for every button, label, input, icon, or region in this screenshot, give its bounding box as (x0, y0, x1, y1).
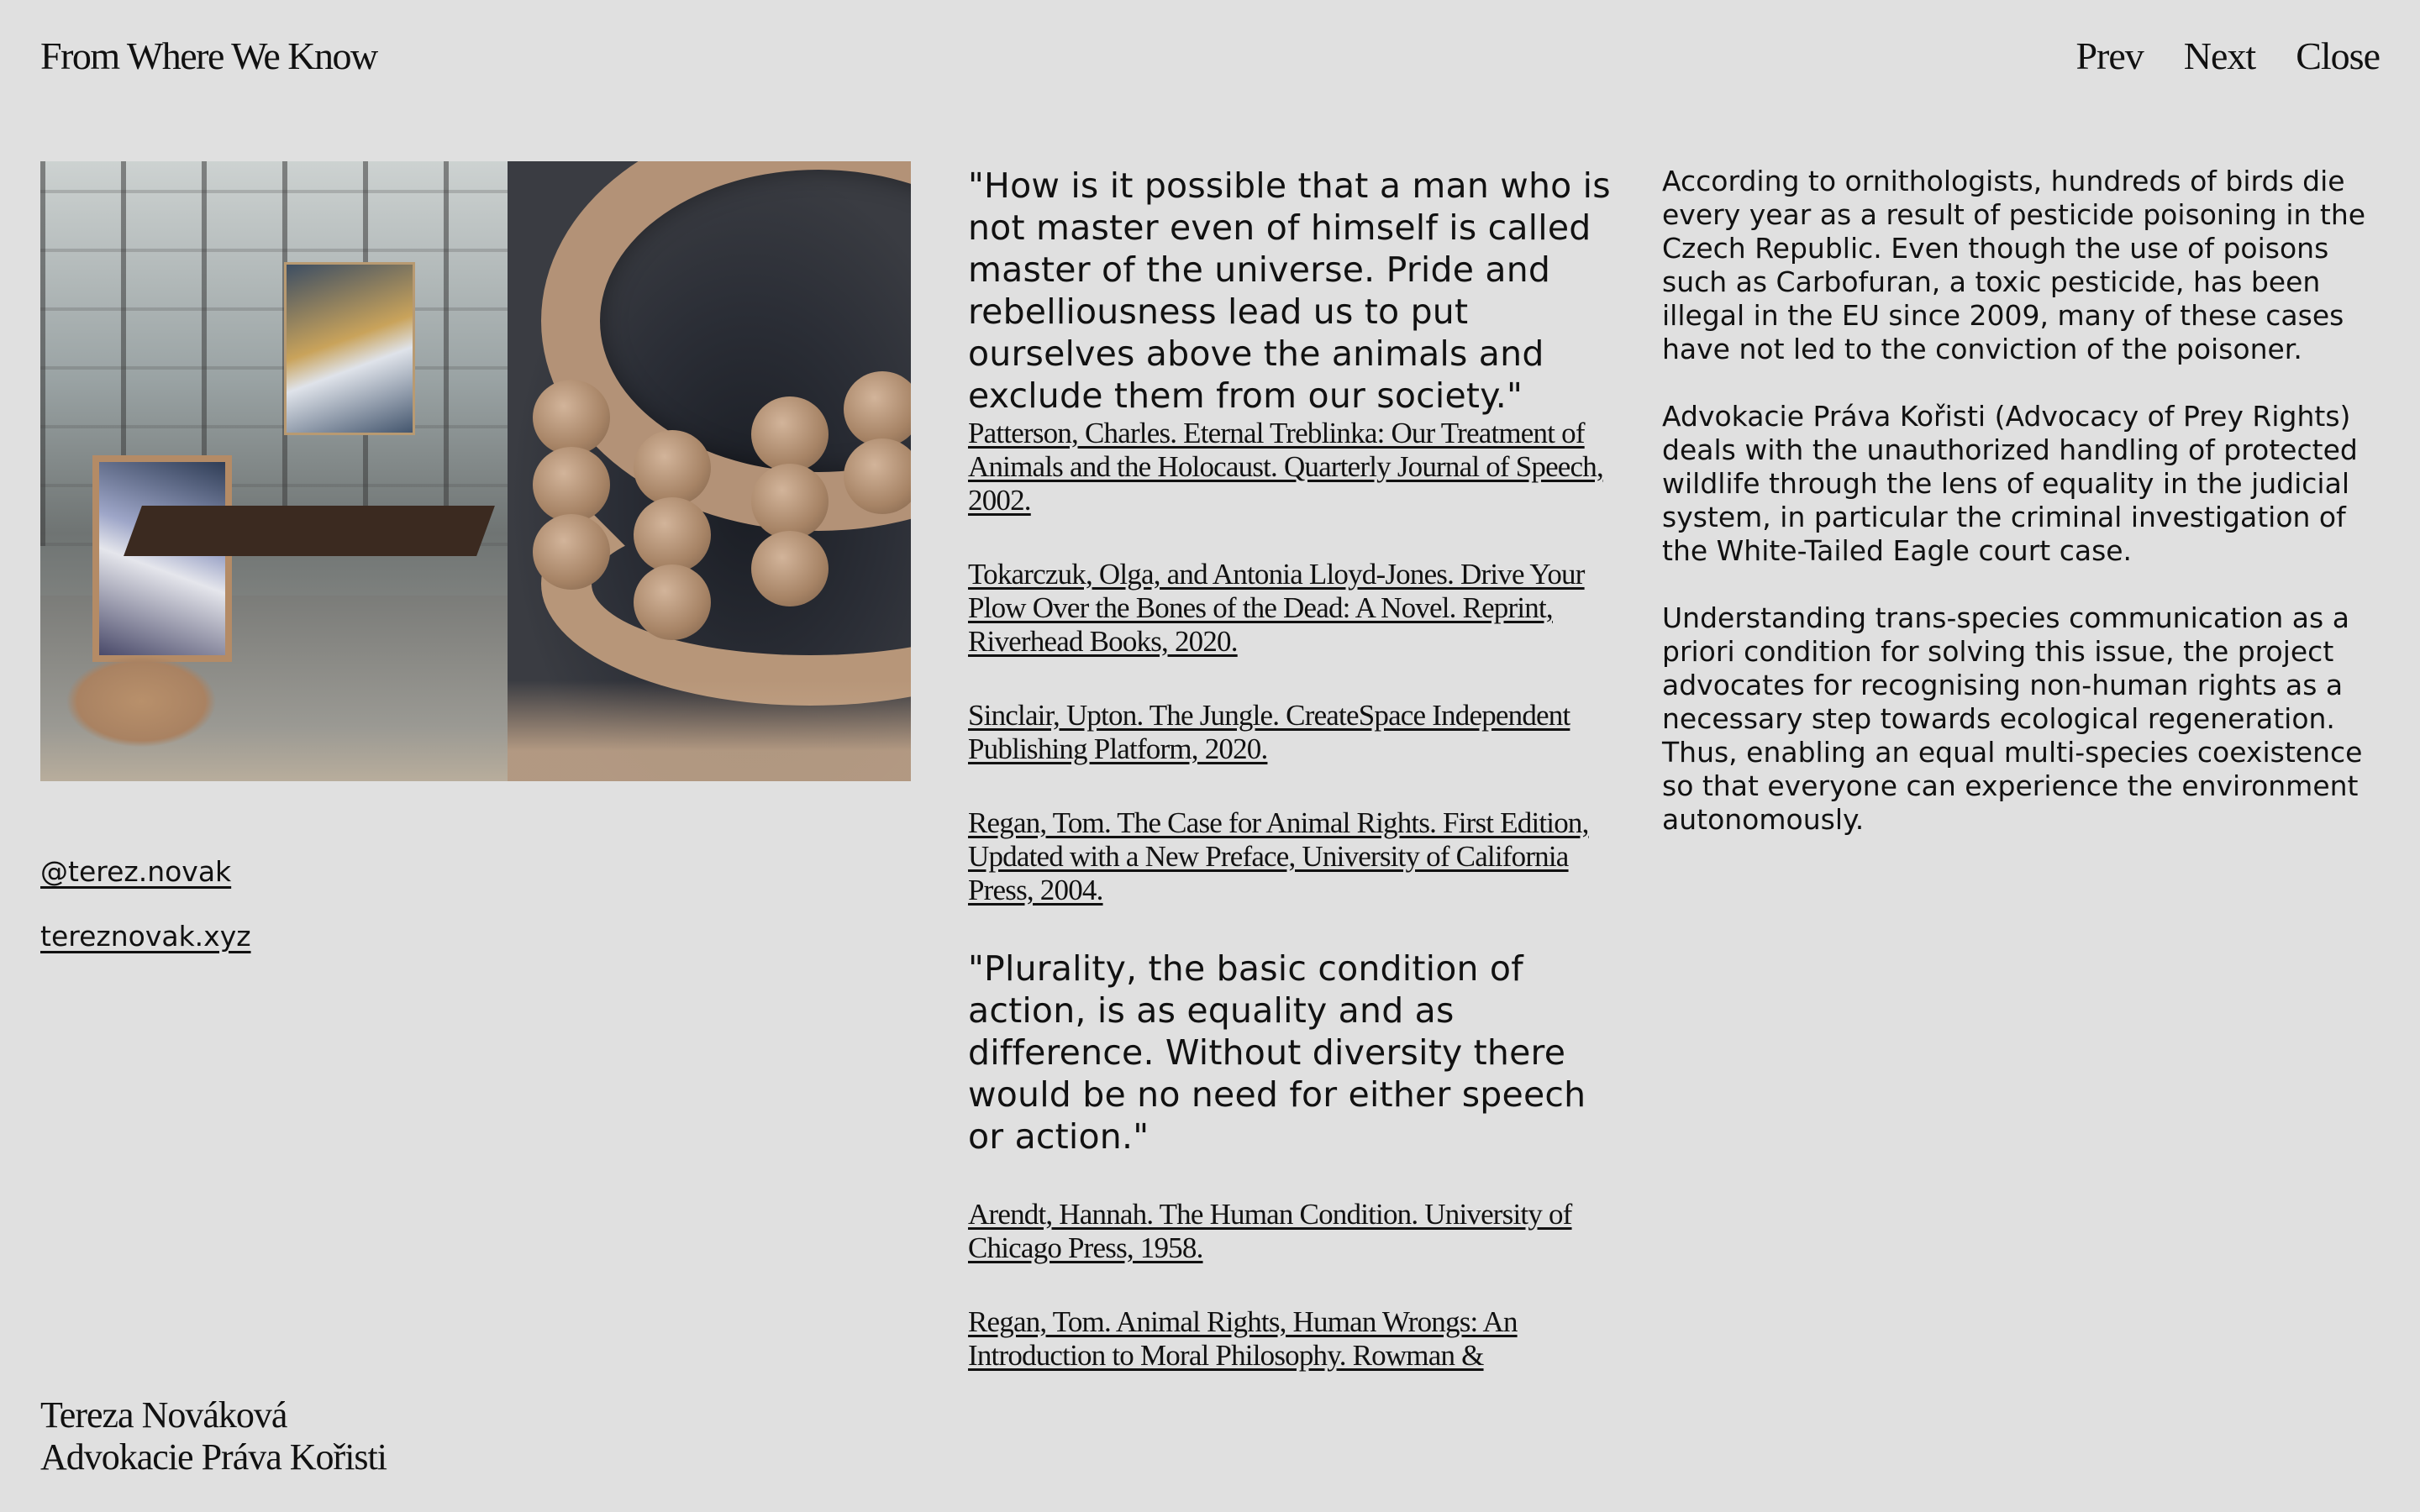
list-item (968, 1305, 1615, 1373)
project-name: Advokacie Práva Kořisti (40, 1436, 387, 1478)
references-2 (968, 1198, 1615, 1373)
next-link[interactable]: Next (2183, 34, 2256, 77)
quotes-column (968, 165, 1615, 1413)
description-paragraph: Advokacie Práva Kořisti (Advocacy of Prey Rights) deals with the unauthorized handling of protected wildlife through the lens of equality in the judicial system, in particular the criminal investigation of the White-Tailed Eagle court case. (1662, 400, 2358, 567)
quote-1: "How is it possible that a man who is not master even of himself is called master of the universe. Pride and rebelliousness lead us to put ourselves above the animals and exclude them from our society." (968, 165, 1611, 416)
description-paragraph: According to ornithologists, hundreds of birds die every year as a result of pesticide poisoning in the Czech Republic. Even though the use of poisons such as Carbofuran, a toxic pesticide, has been illegal in the EU since 2009, many of these cases have not led to the conviction of the poisoner. (1662, 165, 2366, 365)
description-paragraph: Understanding trans-species communication as a priori condition for solving this issue, the project advocates for recognising non-human rights as a necessary step towards ecological regeneration. Thus, enabling an equal multi-species coexistence so that everyone can experience the environment autonomously. (1662, 601, 2363, 836)
reference-link[interactable]: Sinclair, Upton. The Jungle. CreateSpace Independent Publishing Platform, 2020. (968, 699, 1570, 765)
project-description (1662, 165, 2368, 870)
reference-link[interactable]: Patterson, Charles. Eternal Treblinka: Our Treatment of Animals and the Holocaust. Quarterly Journal of Speech, 2002. (968, 417, 1603, 517)
author-name: Tereza Nováková (40, 1394, 287, 1436)
instagram-link[interactable]: @terez.novak (40, 855, 232, 888)
close-link[interactable]: Close (2296, 34, 2380, 77)
external-links (40, 855, 251, 953)
list-item (968, 558, 1615, 659)
references-1 (968, 417, 1615, 907)
prev-link[interactable]: Prev (2075, 34, 2144, 77)
list-item (968, 699, 1615, 766)
reference-link[interactable]: Arendt, Hannah. The Human Condition. University of Chicago Press, 1958. (968, 1198, 1572, 1264)
quote-2: "Plurality, the basic condition of action, is as equality and as difference. Without diversity there would be no need for either speech or action." (968, 948, 1586, 1157)
site-title[interactable]: From Where We Know (40, 34, 377, 77)
installation-photo-left (40, 161, 508, 781)
list-item (968, 417, 1615, 517)
reference-link[interactable]: Regan, Tom. Animal Rights, Human Wrongs: An Introduction to Moral Philosophy. Rowman & (968, 1305, 1518, 1372)
list-item (968, 1198, 1615, 1265)
top-navigation (2075, 34, 2380, 78)
project-image (40, 161, 911, 781)
website-link[interactable]: tereznovak.xyz (40, 920, 251, 953)
list-item (968, 806, 1615, 907)
reference-link[interactable]: Regan, Tom. The Case for Animal Rights. First Edition, Updated with a New Preface, University of California Press, 2004. (968, 806, 1589, 906)
reference-link[interactable]: Tokarczuk, Olga, and Antonia Lloyd-Jones. Drive Your Plow Over the Bones of the Dead: A Novel. Reprint, Riverhead Books, 2020. (968, 558, 1585, 658)
author-block (40, 1394, 387, 1478)
sculpture-photo-right (508, 161, 911, 781)
